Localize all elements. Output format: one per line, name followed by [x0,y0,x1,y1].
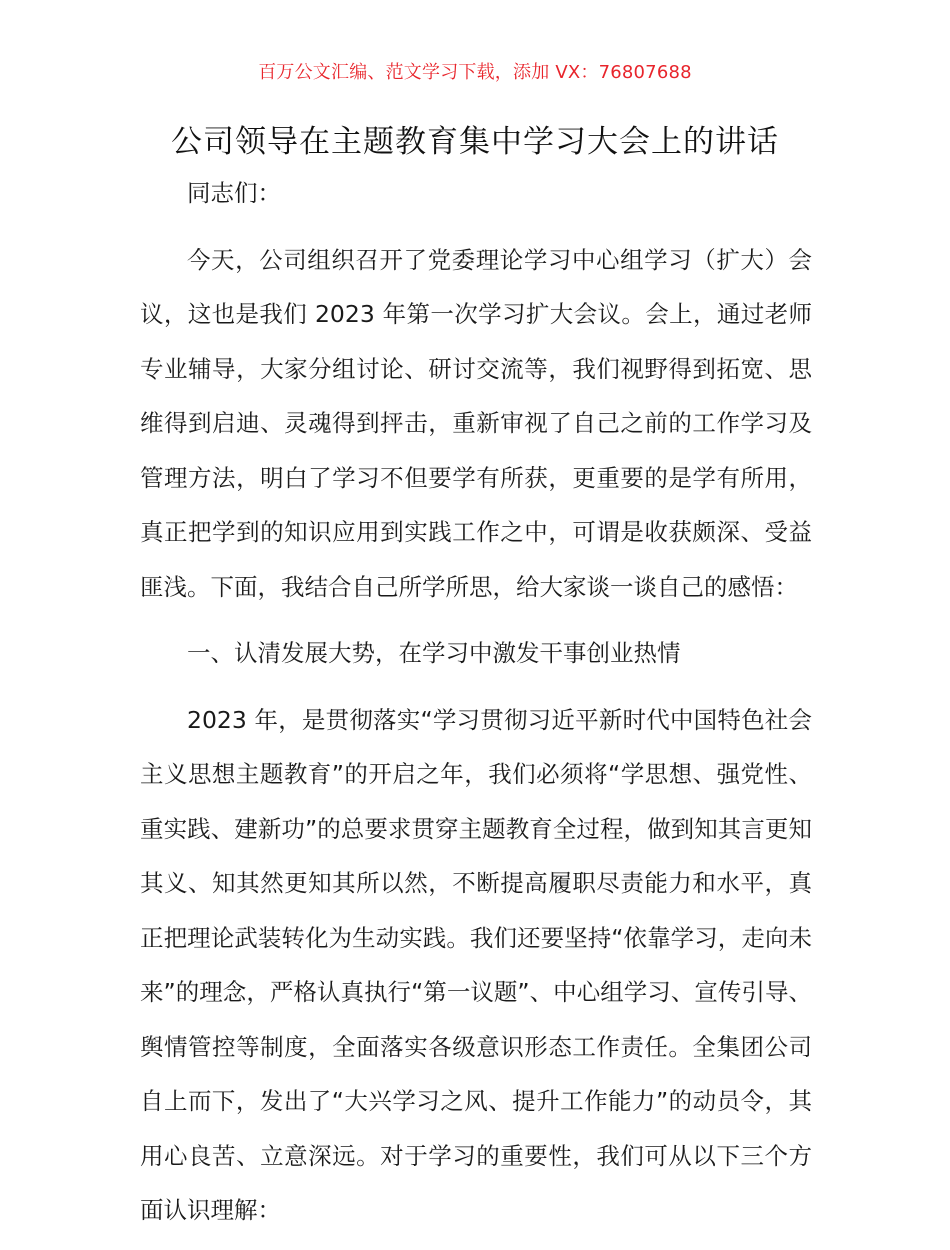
intro-paragraph: 今天，公司组织召开了党委理论学习中心组学习（扩大）会议，这也是我们 2023 年第一次学习扩大会议。会上，通过老师专业辅导，大家分组讨论、研讨交流等，我们视野得到拓宽、思维得到启迪、灵魂得到抨击，重新审视了自己之前的工作学习及管理方法，明白了学习不但要学有所获，更重要的是学有所用，真正把学到的知识应用到实践工作之中，可谓是收获颇深、受益匪浅。下面，我结合自己所学所思，给大家谈一谈自己的感悟： [140,245,812,601]
section-1-paragraph: 2023 年，是贯彻落实“学习贯彻习近平新时代中国特色社会主义思想主题教育”的开启之年，我们必须将“学思想、强党性、重实践、建新功”的总要求贯穿主题教育全过程，做到知其言更知其义、知其然更知其所以然，不断提高履职尽责能力和水平，真正把理论武装转化为生动实践。我们还要坚持“依靠学习，走向未来”的理念，严格认真执行“第一议题”、中心组学习、宣传引导、舆情管控等制度，全面落实各级意识形态工作责任。全集团公司自上而下，发出了“大兴学习之风、提升工作能力”的动员令，其用心良苦、立意深远。对于学习的重要性，我们可从以下三个方面认识理解： [140,705,812,1224]
greeting-paragraph: 同志们： [187,179,281,207]
document-body [140,166,812,1250]
section-heading-1: 一、认清发展大势，在学习中激发干事创业热情 [187,639,681,667]
watermark-banner: 百万公文汇编、范文学习下载，添加 VX：76807688 [258,62,692,83]
document-title: 公司领导在主题教育集中学习大会上的讲话 [171,124,779,160]
